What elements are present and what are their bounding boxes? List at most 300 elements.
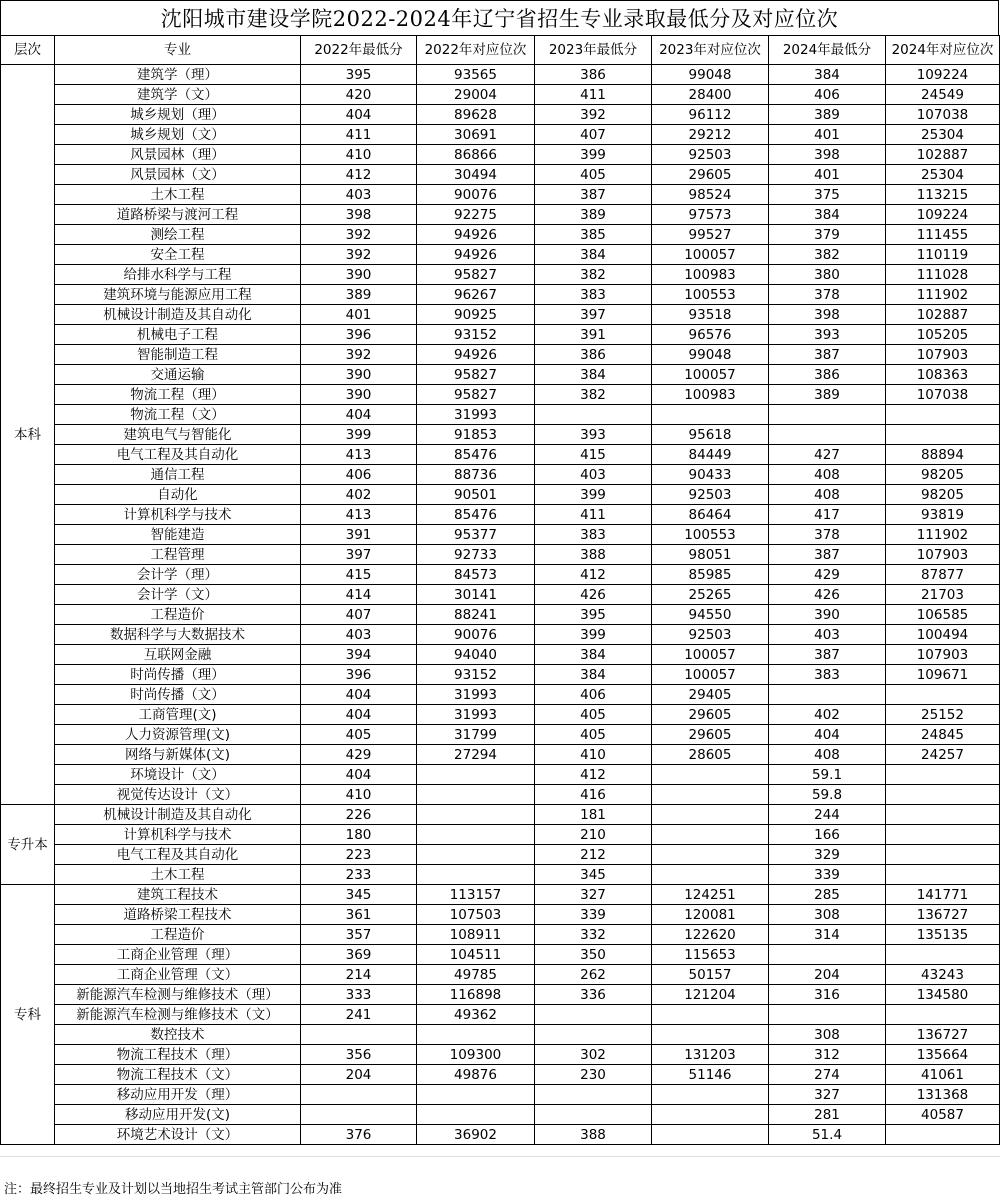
- value-cell: 407: [301, 605, 417, 625]
- value-cell: 382: [535, 385, 652, 405]
- table-row: [1, 945, 1000, 965]
- major-cell: 视觉传达设计（文）: [55, 785, 301, 805]
- value-cell: 382: [535, 265, 652, 285]
- value-cell: [769, 405, 886, 425]
- table-row: [1, 225, 1000, 245]
- value-cell: [652, 805, 769, 825]
- value-cell: 416: [535, 785, 652, 805]
- column-header: 2024年对应位次: [886, 36, 1000, 65]
- value-cell: 107903: [886, 645, 1000, 665]
- major-cell: 土木工程: [55, 185, 301, 205]
- value-cell: 393: [769, 325, 886, 345]
- table-row: [1, 985, 1000, 1005]
- value-cell: 95827: [417, 365, 535, 385]
- value-cell: 387: [769, 345, 886, 365]
- table-row: [1, 785, 1000, 805]
- value-cell: 96576: [652, 325, 769, 345]
- value-cell: 399: [535, 145, 652, 165]
- value-cell: 30494: [417, 165, 535, 185]
- value-cell: 93565: [417, 65, 535, 85]
- value-cell: [886, 785, 1000, 805]
- value-cell: 122620: [652, 925, 769, 945]
- value-cell: 31799: [417, 725, 535, 745]
- value-cell: 380: [769, 265, 886, 285]
- value-cell: 384: [769, 205, 886, 225]
- value-cell: 426: [535, 585, 652, 605]
- value-cell: 100057: [652, 645, 769, 665]
- value-cell: 404: [301, 705, 417, 725]
- major-cell: 环境设计（文）: [55, 765, 301, 785]
- value-cell: [535, 1005, 652, 1025]
- value-cell: 98524: [652, 185, 769, 205]
- major-cell: 人力资源管理(文): [55, 725, 301, 745]
- value-cell: 316: [769, 985, 886, 1005]
- major-cell: 数据科学与大数据技术: [55, 625, 301, 645]
- value-cell: 390: [301, 265, 417, 285]
- table-row: [1, 65, 1000, 85]
- value-cell: 308: [769, 905, 886, 925]
- table-row: [1, 805, 1000, 825]
- value-cell: 417: [769, 505, 886, 525]
- value-cell: [886, 405, 1000, 425]
- value-cell: 390: [301, 365, 417, 385]
- value-cell: 383: [769, 665, 886, 685]
- column-header: 2024年最低分: [769, 36, 886, 65]
- value-cell: 214: [301, 965, 417, 985]
- major-cell: 数控技术: [55, 1025, 301, 1045]
- major-cell: 城乡规划（理）: [55, 105, 301, 125]
- table-row: [1, 365, 1000, 385]
- value-cell: [652, 1005, 769, 1025]
- value-cell: 102887: [886, 145, 1000, 165]
- value-cell: 392: [301, 345, 417, 365]
- value-cell: 135135: [886, 925, 1000, 945]
- value-cell: [886, 865, 1000, 885]
- value-cell: 387: [535, 185, 652, 205]
- value-cell: 28605: [652, 745, 769, 765]
- table-row: [1, 1085, 1000, 1105]
- table-row: [1, 885, 1000, 905]
- value-cell: 21703: [886, 585, 1000, 605]
- table-row: [1, 325, 1000, 345]
- value-cell: 102887: [886, 305, 1000, 325]
- value-cell: 99527: [652, 225, 769, 245]
- value-cell: 93518: [652, 305, 769, 325]
- value-cell: 136727: [886, 905, 1000, 925]
- table-row: [1, 745, 1000, 765]
- table-row: [1, 905, 1000, 925]
- major-cell: 新能源汽车检测与维修技术（文）: [55, 1005, 301, 1025]
- major-cell: 会计学（理）: [55, 565, 301, 585]
- value-cell: 384: [535, 645, 652, 665]
- value-cell: 394: [301, 645, 417, 665]
- column-header: 2022年对应位次: [417, 36, 535, 65]
- value-cell: 210: [535, 825, 652, 845]
- value-cell: 121204: [652, 985, 769, 1005]
- value-cell: 244: [769, 805, 886, 825]
- value-cell: 31993: [417, 685, 535, 705]
- value-cell: 389: [769, 385, 886, 405]
- major-cell: 移动应用开发(文): [55, 1105, 301, 1125]
- value-cell: [652, 825, 769, 845]
- value-cell: 89628: [417, 105, 535, 125]
- table-row: [1, 125, 1000, 145]
- value-cell: 376: [301, 1125, 417, 1145]
- table-row: [1, 1065, 1000, 1085]
- value-cell: 379: [769, 225, 886, 245]
- value-cell: 223: [301, 845, 417, 865]
- value-cell: 111455: [886, 225, 1000, 245]
- value-cell: 30691: [417, 125, 535, 145]
- value-cell: [886, 945, 1000, 965]
- value-cell: 404: [301, 685, 417, 705]
- value-cell: 403: [535, 465, 652, 485]
- value-cell: 107503: [417, 905, 535, 925]
- value-cell: 49876: [417, 1065, 535, 1085]
- value-cell: 391: [301, 525, 417, 545]
- value-cell: 403: [301, 185, 417, 205]
- value-cell: 109224: [886, 205, 1000, 225]
- value-cell: [886, 1125, 1000, 1145]
- major-cell: 交通运输: [55, 365, 301, 385]
- value-cell: 107038: [886, 105, 1000, 125]
- value-cell: 94926: [417, 225, 535, 245]
- value-cell: 314: [769, 925, 886, 945]
- value-cell: 29605: [652, 725, 769, 745]
- value-cell: 408: [769, 465, 886, 485]
- value-cell: 302: [535, 1045, 652, 1065]
- value-cell: 59.8: [769, 785, 886, 805]
- table-body: [1, 65, 1000, 1145]
- table-row: [1, 445, 1000, 465]
- value-cell: 412: [535, 565, 652, 585]
- value-cell: 120081: [652, 905, 769, 925]
- value-cell: 375: [769, 185, 886, 205]
- value-cell: [535, 1105, 652, 1125]
- value-cell: 107038: [886, 385, 1000, 405]
- value-cell: 131203: [652, 1045, 769, 1065]
- major-cell: 工程管理: [55, 545, 301, 565]
- value-cell: 90076: [417, 625, 535, 645]
- value-cell: [886, 685, 1000, 705]
- value-cell: [417, 805, 535, 825]
- value-cell: 389: [769, 105, 886, 125]
- value-cell: 24845: [886, 725, 1000, 745]
- table-row: [1, 105, 1000, 125]
- value-cell: 410: [301, 145, 417, 165]
- value-cell: 350: [535, 945, 652, 965]
- value-cell: 135664: [886, 1045, 1000, 1065]
- value-cell: 108911: [417, 925, 535, 945]
- value-cell: 389: [535, 205, 652, 225]
- value-cell: 180: [301, 825, 417, 845]
- level-cell: 专科: [1, 885, 55, 1145]
- value-cell: 399: [535, 625, 652, 645]
- value-cell: 111028: [886, 265, 1000, 285]
- table-row: [1, 1125, 1000, 1145]
- major-cell: 工程造价: [55, 605, 301, 625]
- value-cell: 398: [301, 205, 417, 225]
- value-cell: [417, 1085, 535, 1105]
- value-cell: [417, 865, 535, 885]
- value-cell: [769, 685, 886, 705]
- major-cell: 自动化: [55, 485, 301, 505]
- value-cell: 24549: [886, 85, 1000, 105]
- value-cell: 404: [301, 765, 417, 785]
- value-cell: [769, 945, 886, 965]
- major-cell: 机械电子工程: [55, 325, 301, 345]
- value-cell: 396: [301, 665, 417, 685]
- value-cell: 405: [535, 705, 652, 725]
- value-cell: 281: [769, 1105, 886, 1125]
- value-cell: [417, 1105, 535, 1125]
- value-cell: 109671: [886, 665, 1000, 685]
- table-row: [1, 85, 1000, 105]
- major-cell: 风景园林（理）: [55, 145, 301, 165]
- value-cell: 59.1: [769, 765, 886, 785]
- value-cell: 336: [535, 985, 652, 1005]
- value-cell: [886, 845, 1000, 865]
- major-cell: 测绘工程: [55, 225, 301, 245]
- value-cell: [652, 1105, 769, 1125]
- value-cell: 25152: [886, 705, 1000, 725]
- major-cell: 计算机科学与技术: [55, 505, 301, 525]
- value-cell: 226: [301, 805, 417, 825]
- value-cell: 378: [769, 525, 886, 545]
- value-cell: 406: [535, 685, 652, 705]
- value-cell: 98205: [886, 465, 1000, 485]
- value-cell: 399: [535, 485, 652, 505]
- table-row: [1, 665, 1000, 685]
- value-cell: 399: [301, 425, 417, 445]
- value-cell: 426: [769, 585, 886, 605]
- value-cell: 30141: [417, 585, 535, 605]
- value-cell: 113157: [417, 885, 535, 905]
- value-cell: 387: [769, 545, 886, 565]
- value-cell: 356: [301, 1045, 417, 1065]
- value-cell: 100553: [652, 525, 769, 545]
- value-cell: 385: [535, 225, 652, 245]
- value-cell: 411: [535, 505, 652, 525]
- value-cell: [301, 1105, 417, 1125]
- value-cell: 397: [301, 545, 417, 565]
- value-cell: 392: [535, 105, 652, 125]
- value-cell: 141771: [886, 885, 1000, 905]
- value-cell: 389: [301, 285, 417, 305]
- value-cell: [301, 1085, 417, 1105]
- value-cell: 429: [769, 565, 886, 585]
- level-cell: 本科: [1, 65, 55, 805]
- value-cell: [417, 825, 535, 845]
- major-cell: 工商管理(文): [55, 705, 301, 725]
- value-cell: [652, 1085, 769, 1105]
- table-row: [1, 345, 1000, 365]
- value-cell: 412: [301, 165, 417, 185]
- value-cell: 88894: [886, 445, 1000, 465]
- value-cell: 406: [769, 85, 886, 105]
- table-row: [1, 405, 1000, 425]
- value-cell: 241: [301, 1005, 417, 1025]
- value-cell: 410: [535, 745, 652, 765]
- value-cell: 398: [769, 145, 886, 165]
- major-cell: 土木工程: [55, 865, 301, 885]
- value-cell: 403: [769, 625, 886, 645]
- table-row: [1, 305, 1000, 325]
- table-row: [1, 425, 1000, 445]
- value-cell: 329: [769, 845, 886, 865]
- value-cell: 90925: [417, 305, 535, 325]
- table-row: [1, 585, 1000, 605]
- value-cell: 403: [301, 625, 417, 645]
- major-cell: 电气工程及其自动化: [55, 845, 301, 865]
- value-cell: 402: [769, 705, 886, 725]
- table-row: [1, 545, 1000, 565]
- major-cell: 物流工程技术（理）: [55, 1045, 301, 1065]
- table-row: [1, 145, 1000, 165]
- value-cell: 393: [535, 425, 652, 445]
- value-cell: [535, 1085, 652, 1105]
- value-cell: 386: [769, 365, 886, 385]
- value-cell: [886, 825, 1000, 845]
- value-cell: [652, 845, 769, 865]
- value-cell: 204: [769, 965, 886, 985]
- value-cell: 408: [769, 745, 886, 765]
- value-cell: 390: [301, 385, 417, 405]
- value-cell: 413: [301, 505, 417, 525]
- value-cell: 410: [301, 785, 417, 805]
- column-header: 2023年对应位次: [652, 36, 769, 65]
- value-cell: 92503: [652, 145, 769, 165]
- major-cell: 物流工程（理）: [55, 385, 301, 405]
- value-cell: 429: [301, 745, 417, 765]
- value-cell: [886, 765, 1000, 785]
- value-cell: 382: [769, 245, 886, 265]
- value-cell: 395: [535, 605, 652, 625]
- value-cell: 396: [301, 325, 417, 345]
- value-cell: 106585: [886, 605, 1000, 625]
- major-cell: 移动应用开发（理）: [55, 1085, 301, 1105]
- value-cell: [886, 425, 1000, 445]
- value-cell: [535, 405, 652, 425]
- value-cell: 49785: [417, 965, 535, 985]
- value-cell: 392: [301, 225, 417, 245]
- major-cell: 道路桥梁工程技术: [55, 905, 301, 925]
- value-cell: 111902: [886, 285, 1000, 305]
- value-cell: 411: [301, 125, 417, 145]
- value-cell: 88241: [417, 605, 535, 625]
- major-cell: 通信工程: [55, 465, 301, 485]
- value-cell: 388: [535, 545, 652, 565]
- major-cell: 计算机科学与技术: [55, 825, 301, 845]
- value-cell: 92503: [652, 625, 769, 645]
- value-cell: 96267: [417, 285, 535, 305]
- value-cell: 93152: [417, 325, 535, 345]
- value-cell: 408: [769, 485, 886, 505]
- table-row: [1, 485, 1000, 505]
- value-cell: 384: [535, 245, 652, 265]
- value-cell: 86866: [417, 145, 535, 165]
- value-cell: [535, 1025, 652, 1045]
- table-row: [1, 965, 1000, 985]
- value-cell: 43243: [886, 965, 1000, 985]
- value-cell: 398: [769, 305, 886, 325]
- value-cell: 94926: [417, 345, 535, 365]
- value-cell: 96112: [652, 105, 769, 125]
- value-cell: 391: [535, 325, 652, 345]
- value-cell: [417, 785, 535, 805]
- value-cell: [652, 1025, 769, 1045]
- value-cell: 204: [301, 1065, 417, 1085]
- value-cell: 95827: [417, 385, 535, 405]
- value-cell: 100494: [886, 625, 1000, 645]
- table-row: [1, 1005, 1000, 1025]
- column-header: 2023年最低分: [535, 36, 652, 65]
- value-cell: 312: [769, 1045, 886, 1065]
- table-row: [1, 385, 1000, 405]
- value-cell: 87877: [886, 565, 1000, 585]
- value-cell: 100983: [652, 385, 769, 405]
- value-cell: 41061: [886, 1065, 1000, 1085]
- table-row: [1, 1105, 1000, 1125]
- value-cell: 113215: [886, 185, 1000, 205]
- value-cell: 230: [535, 1065, 652, 1085]
- value-cell: [652, 785, 769, 805]
- value-cell: 386: [535, 65, 652, 85]
- value-cell: 91853: [417, 425, 535, 445]
- value-cell: 369: [301, 945, 417, 965]
- value-cell: 333: [301, 985, 417, 1005]
- table-row: [1, 245, 1000, 265]
- value-cell: 361: [301, 905, 417, 925]
- value-cell: 29004: [417, 85, 535, 105]
- value-cell: 404: [301, 105, 417, 125]
- major-cell: 建筑电气与智能化: [55, 425, 301, 445]
- value-cell: 327: [535, 885, 652, 905]
- value-cell: 94550: [652, 605, 769, 625]
- value-cell: 24257: [886, 745, 1000, 765]
- major-cell: 时尚传播（文）: [55, 685, 301, 705]
- value-cell: 339: [535, 905, 652, 925]
- value-cell: 308: [769, 1025, 886, 1045]
- value-cell: 100057: [652, 245, 769, 265]
- value-cell: 36902: [417, 1125, 535, 1145]
- major-cell: 城乡规划（文）: [55, 125, 301, 145]
- footnote: 注：最终招生专业及计划以当地招生考试主管部门公布为准: [4, 1182, 343, 1197]
- value-cell: 414: [301, 585, 417, 605]
- value-cell: [301, 1025, 417, 1045]
- value-cell: 99048: [652, 65, 769, 85]
- value-cell: 181: [535, 805, 652, 825]
- value-cell: 100057: [652, 365, 769, 385]
- value-cell: 94040: [417, 645, 535, 665]
- major-cell: 建筑学（文）: [55, 85, 301, 105]
- value-cell: 100553: [652, 285, 769, 305]
- value-cell: 92503: [652, 485, 769, 505]
- major-cell: 建筑环境与能源应用工程: [55, 285, 301, 305]
- major-cell: 工程造价: [55, 925, 301, 945]
- value-cell: 402: [301, 485, 417, 505]
- value-cell: 378: [769, 285, 886, 305]
- value-cell: 95377: [417, 525, 535, 545]
- value-cell: 327: [769, 1085, 886, 1105]
- major-cell: 智能制造工程: [55, 345, 301, 365]
- value-cell: 332: [535, 925, 652, 945]
- major-cell: 物流工程技术（文）: [55, 1065, 301, 1085]
- value-cell: 107903: [886, 345, 1000, 365]
- table-row: [1, 565, 1000, 585]
- major-cell: 给排水科学与工程: [55, 265, 301, 285]
- table-row: [1, 705, 1000, 725]
